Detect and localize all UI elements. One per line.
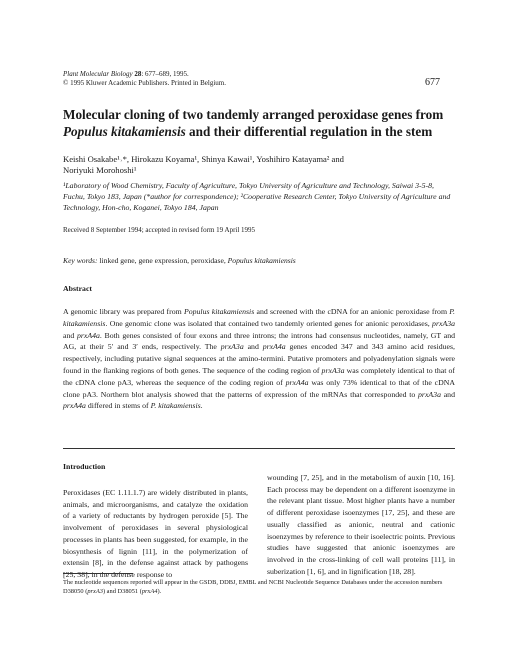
abstract-text: differed in stems of — [85, 401, 151, 411]
keywords-species: Populus kitakamiensis — [227, 256, 296, 265]
introduction-right-column: wounding [7, 25], and in the metabolism of auxin [10, 16]. Each process may be dependent on a different isoenzyme in the relevant plant tissue. Most higher plants have a number of different peroxidase isoenzymes [17, 25], and these are usually classified as anionic, neutral and cationic isoenzymes by reference to their isoelectric points. Previous studies have suggested that anionic isoenzymes are involved in the cross-linking of cell wall proteins [11], in suberization [1, 6], and in lignification [18, 28]. — [267, 473, 455, 576]
journal-pages: : 677–689, 1995. — [141, 70, 189, 78]
gene-name: prxA3a — [432, 318, 455, 328]
abstract-heading: Abstract — [63, 284, 93, 293]
abstract-text: . — [200, 401, 203, 411]
abstract-body — [63, 306, 455, 412]
footnote — [63, 579, 455, 596]
article-title — [63, 106, 453, 140]
abstract-text: and — [63, 330, 77, 340]
abstract-text: was only 73% identical to that of the cDNA clone pA3. Northern blot analysis showed that the patterns of expression of the mRNAs that corresponded to — [63, 377, 455, 399]
author-list — [63, 154, 453, 176]
page-number: 677 — [425, 77, 440, 88]
abstract-text: and — [243, 342, 263, 352]
received-dates: Received 8 September 1994; accepted in revised form 19 April 1995 — [63, 226, 256, 234]
species-name: Populus kitakamiensis — [183, 307, 255, 316]
abstract-text: was completely identical to that of the cDNA clone pA3, whereas the sequence of the coding region of — [63, 365, 455, 387]
footnote-text: ). — [157, 587, 162, 595]
gene-name: prxA4a — [63, 401, 86, 411]
abstract-text: A genomic library was prepared from — [63, 307, 184, 316]
introduction-heading: Introduction — [63, 462, 106, 471]
journal-volume: 28 — [134, 70, 142, 78]
footnote-divider — [63, 573, 133, 574]
copyright-line: © 1995 Kluwer Academic Publishers. Printed in Belgium. — [63, 78, 226, 87]
authors-line-1: Keishi Osakabe¹˒*, Hirokazu Koyama¹, Shinya Kawai¹, Yoshihiro Katayama² and — [63, 154, 344, 164]
title-species: Populus kitakamiensis — [63, 124, 186, 139]
gene-name: prxA3a — [321, 365, 345, 375]
gene-name: prxA4 — [141, 587, 158, 595]
authors-line-2: Noriyuki Morohoshi¹ — [63, 165, 137, 175]
section-divider — [63, 448, 455, 449]
journal-header — [63, 70, 453, 87]
abstract-text: genes encoded 347 and 343 amino acid residues, respectively, including putative signal sequences at the amino-termini. Putative promoters and polyadenylation signals were found in the flanking regions of both genes. The sequence of the coding region of — [63, 342, 455, 375]
abstract-text: . Both genes consisted of four exons and three introns; the introns had consensus nucleotides, namely, GT and AG, at their 5′ and 3′ ends, respectively. The — [63, 330, 455, 352]
affiliations: ¹Laboratory of Wood Chemistry, Faculty of Agriculture, Tokyo University of Agriculture and Technology, Saiwai 3-5-8, Fuchu, Tokyo 183, Japan (*author for correspondence); ²Cooperative Research Center, Tokyo University of Agriculture and Technology, Hon-cho, Koganei, Tokyo 184, Japan — [63, 181, 451, 213]
title-part2: and their differential regulation in the stem — [185, 124, 433, 139]
footnote-text: The nucleotide sequences reported will appear in the GSDB, DDBJ, EMBL and NCBI Nucleotide Sequence Databases under the accession numbers D38050 ( — [63, 579, 443, 595]
footnote-text: ) and D38051 ( — [102, 587, 142, 595]
gene-name: prxA4a — [262, 342, 286, 352]
gene-name: prxA4a — [76, 330, 100, 340]
abstract-text: . One genomic clone was isolated that contained two tandemly oriented genes for anionic peroxidases, — [105, 318, 433, 328]
keywords-label: Key words: — [63, 256, 98, 265]
introduction-left-column: Peroxidases (EC 1.11.1.7) are widely distributed in plants, animals, and microorganisms, and catalyze the oxidation of a variety of reductants by hydrogen peroxide [5]. The involvement of peroxidases in several physiological processes in plants has been suggested, for example, in the biosynthesis of lignin [11], in the polymerization of extensin [8], in the defense against attack by pathogens [25, 38], in the defense response to — [63, 488, 248, 579]
abstract-text: and screened with the cDNA for an anionic peroxidase from — [254, 307, 450, 316]
citation-line — [63, 70, 453, 79]
gene-name: prxA4a — [285, 377, 309, 387]
gene-name: prxA3a — [418, 389, 441, 399]
journal-name: Plant Molecular Biology — [63, 70, 133, 78]
keywords — [63, 256, 453, 265]
species-name: P. kitakamiensis — [63, 307, 456, 328]
gene-name: prxA3 — [87, 587, 103, 595]
abstract-text: and — [440, 389, 455, 399]
title-part1: Molecular cloning of two tandemly arranged peroxidase genes from — [63, 107, 444, 122]
gene-name: prxA3a — [220, 342, 244, 352]
keywords-text: linked gene, gene expression, peroxidase, — [97, 256, 228, 265]
species-name: P. kitakamiensis — [150, 401, 201, 411]
